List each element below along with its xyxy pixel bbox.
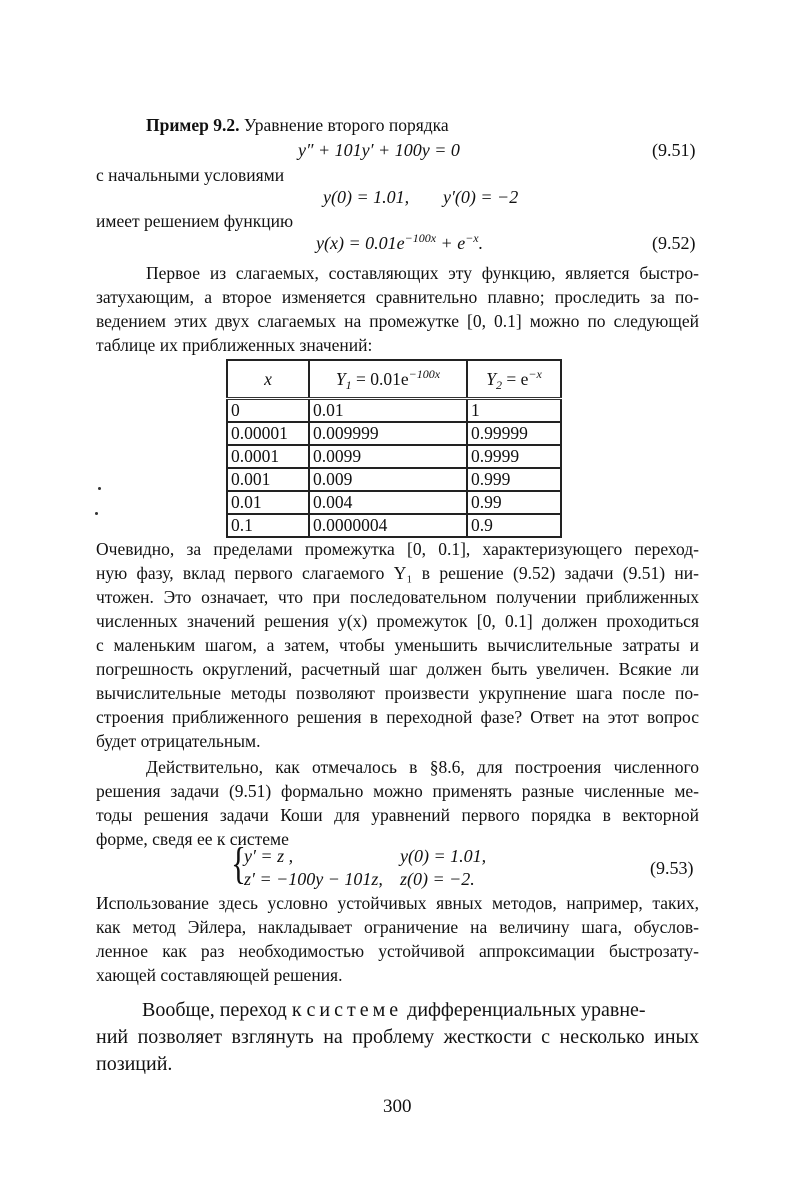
system-row2-equation: z′ = −100y − 101z, xyxy=(244,869,383,889)
paragraph2-line: строения приближенного решения в переходной фазе? Ответ на этот вопрос xyxy=(96,707,699,727)
paragraph5-text: дифференциальных уравне- xyxy=(402,999,646,1021)
paragraph2-line: чтожен. Это означает, что при последовательном получении приближенных xyxy=(96,587,699,607)
cell-x: 0.00001 xyxy=(227,422,309,445)
paragraph5-text: Вообще, переход к xyxy=(142,999,307,1021)
initial-conditions-label: с начальными условиями xyxy=(96,165,285,185)
eq-9-52-exp-a: −100x xyxy=(404,231,437,245)
initial-condition-yprime: y′(0) = −2 xyxy=(443,187,519,207)
cell-x: 0.0001 xyxy=(227,445,309,468)
paragraph2-line: ную фазу, вклад первого слагаемого Y₁ в решение (9.52) задачи (9.51) ни- xyxy=(96,563,699,583)
paragraph4-line: ленное как раз необходимостью устойчивой аппроксимации быстрозату- xyxy=(96,941,699,961)
paragraph5-line xyxy=(142,997,646,1023)
equation-number-9-51: (9.51) xyxy=(652,140,696,160)
scan-speck xyxy=(95,512,98,515)
table-row xyxy=(227,491,561,514)
values-table xyxy=(226,359,562,538)
paragraph3-line: тоды решения задачи Коши для уравнений первого порядка в векторной xyxy=(96,805,699,825)
cell-y2: 1 xyxy=(467,399,561,423)
scan-speck xyxy=(98,487,101,490)
equation-number-9-53: (9.53) xyxy=(650,858,694,878)
cell-y2: 0.9 xyxy=(467,514,561,537)
paragraph5-line: ний позволяет взглянуть на проблему жесткости с несколько иных xyxy=(96,1026,699,1048)
paragraph2-line: Очевидно, за пределами промежутка [0, 0.1], характеризующего переход- xyxy=(96,539,699,559)
cell-x: 0.1 xyxy=(227,514,309,537)
eq-9-52-part-a: y(x) = 0.01e xyxy=(316,233,405,253)
cell-y2: 0.99999 xyxy=(467,422,561,445)
example-heading xyxy=(146,114,449,136)
header-y2: $Y_2 = e^{-x}$ xyxy=(467,360,561,399)
equation-number-9-52: (9.52) xyxy=(652,233,696,253)
paragraph1-line: Первое из слагаемых, составляющих эту функцию, является быстро- xyxy=(146,263,699,283)
paragraph2-line: численных значений решения y(x) промежуток [0, 0.1] должен проходиться xyxy=(96,611,699,631)
paragraph1-line: таблице их приближенных значений: xyxy=(96,335,373,355)
cell-y1: 0.0099 xyxy=(309,445,467,468)
paragraph3-line: решения задачи (9.51) формально можно применять разные численные ме- xyxy=(96,781,699,801)
paragraph4-line: Использование здесь условно устойчивых явных методов, например, таких, xyxy=(96,893,699,913)
paragraph2-line: будет отрицательным. xyxy=(96,731,261,751)
table-row xyxy=(227,399,561,423)
equation-9-52 xyxy=(316,233,483,254)
cell-x: 0 xyxy=(227,399,309,423)
system-row1-initial: y(0) = 1.01, xyxy=(400,846,487,866)
table-row xyxy=(227,468,561,491)
cell-y1: 0.009999 xyxy=(309,422,467,445)
system-row2-initial: z(0) = −2. xyxy=(400,869,475,889)
table-header-row xyxy=(227,360,561,399)
cell-y1: 0.009 xyxy=(309,468,467,491)
table-row xyxy=(227,422,561,445)
paragraph1-line: затухающим, а второе изменяется сравнительно плавно; проследить за по- xyxy=(96,287,699,307)
example-title: Пример 9.2. xyxy=(146,115,240,135)
paragraph5-line: позиций. xyxy=(96,1053,173,1075)
paragraph2-line: погрешность округлений, расчетный шаг должен быть увеличен. Всякие ли xyxy=(96,659,699,679)
system-row1-equation: y′ = z , xyxy=(244,846,294,866)
initial-condition-y: y(0) = 1.01, xyxy=(323,187,410,207)
cell-x: 0.001 xyxy=(227,468,309,491)
cell-y1: 0.004 xyxy=(309,491,467,514)
table-row xyxy=(227,514,561,537)
eq-9-52-exp-b: −x xyxy=(465,231,479,245)
eq-9-52-period: . xyxy=(478,233,484,253)
cell-x: 0.01 xyxy=(227,491,309,514)
page-number: 300 xyxy=(383,1096,412,1117)
system-brace: { xyxy=(231,839,246,888)
paragraph2-line: с маленьким шагом, а затем, чтобы уменьшить вычислительные затраты и xyxy=(96,635,699,655)
cell-y2: 0.9999 xyxy=(467,445,561,468)
cell-y2: 0.999 xyxy=(467,468,561,491)
paragraph1-line: ведением этих двух слагаемых на промежутке [0, 0.1] можно по следующей xyxy=(96,311,699,331)
solution-label: имеет решением функцию xyxy=(96,211,294,231)
paragraph2-line: вычислительные методы позволяют произвести укрупнение шага после по- xyxy=(96,683,699,703)
paragraph4-line: хающей составляющей решения. xyxy=(96,965,343,985)
header-x: x xyxy=(227,360,309,399)
equation-9-51: y″ + 101y′ + 100y = 0 xyxy=(298,140,460,160)
header-y1: $Y_1 = 0.01e^{-100x}$ xyxy=(309,360,467,399)
eq-9-52-part-b: + e xyxy=(436,233,466,253)
cell-y2: 0.99 xyxy=(467,491,561,514)
paragraph4-line: как метод Эйлера, накладывает ограничение на величину шага, обуслов- xyxy=(96,917,699,937)
paragraph5-emphasis: системе xyxy=(306,999,403,1021)
paragraph3-line: форме, сведя ее к системе xyxy=(96,829,289,849)
cell-y1: 0.0000004 xyxy=(309,514,467,537)
example-intro: Уравнение второго порядка xyxy=(243,115,449,135)
cell-y1: 0.01 xyxy=(309,399,467,423)
table-row xyxy=(227,445,561,468)
paragraph3-line: Действительно, как отмечалось в §8.6, для построения численного xyxy=(146,757,699,777)
